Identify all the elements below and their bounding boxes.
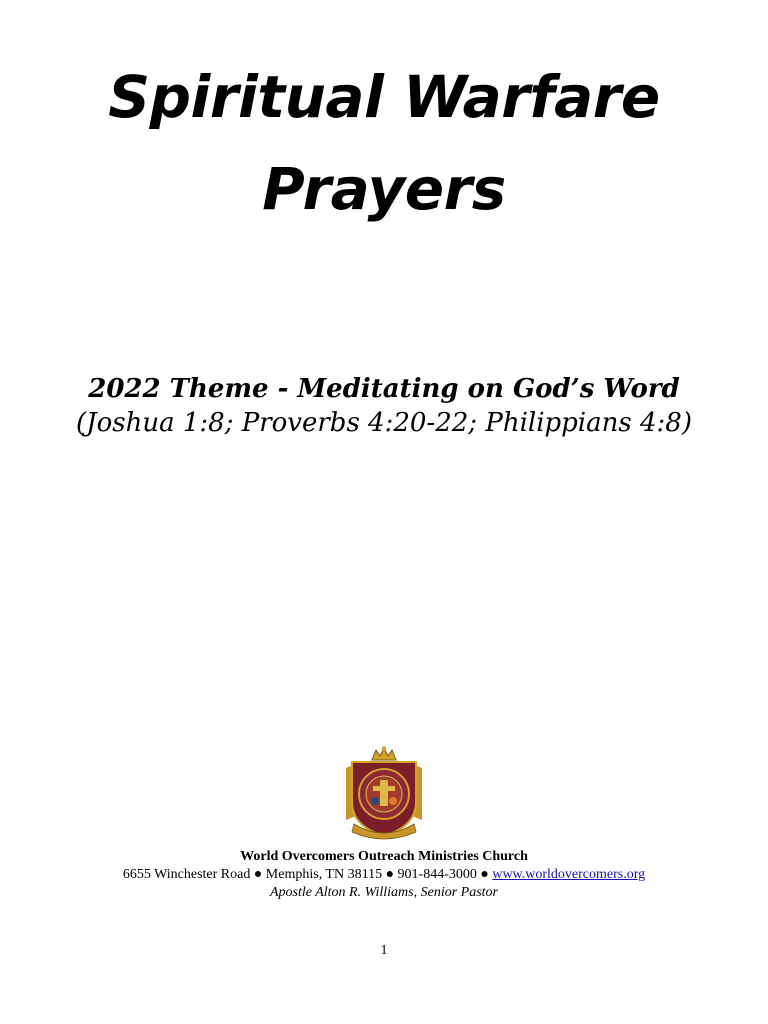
theme-heading: 2022 Theme - Meditating on God’s Word	[88, 374, 680, 404]
document-title-line-1: Spiritual Warfare	[108, 63, 660, 131]
pastor-name: Apostle Alton R. Williams, Senior Pastor	[269, 885, 499, 900]
church-crest-logo	[342, 746, 426, 842]
organization-name: World Overcomers Outreach Ministries Church	[240, 849, 528, 864]
page-number: 1	[380, 943, 388, 958]
website-link[interactable]: www.worldovercomers.org	[492, 867, 646, 882]
document-title-line-2: Prayers	[262, 155, 506, 223]
scripture-references: (Joshua 1:8; Proverbs 4:20-22; Philippians 4:8)	[76, 408, 692, 438]
address-text: 6655 Winchester Road ● Memphis, TN 38115 ● 901-844-3000 ●	[122, 867, 489, 882]
contact-line	[0, 868, 768, 882]
